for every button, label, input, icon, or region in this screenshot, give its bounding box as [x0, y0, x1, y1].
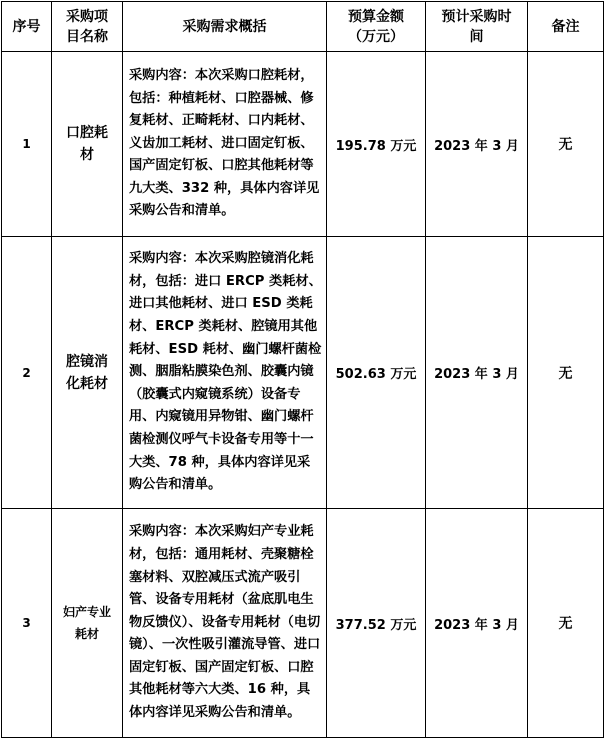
header-name: 采购项目名称: [52, 2, 123, 52]
header-budget: 预算金额（万元）: [327, 2, 426, 52]
row-note: 无: [528, 52, 604, 237]
row-budget: 195.78 万元: [327, 52, 426, 237]
row-index: 3: [2, 509, 52, 738]
row-time: 2023 年 3 月: [426, 52, 528, 237]
row-summary: 采购内容：本次采购妇产专业耗材，包括：通用耗材、壳聚糖栓塞材料、双腔减压式流产吸引管、设备专用耗材（盆底肌电生物反馈仪）、设备专用耗材（电切镜）、一次性吸引灌流导管、进口固定钉板、国产固定钉板、口腔其他耗材等六大类、16 种，具体内容详见采购公告和清单。: [123, 509, 327, 738]
row-name: 口腔耗材: [52, 52, 123, 237]
row-time: 2023 年 3 月: [426, 509, 528, 738]
row-name: 腔镜消化耗材: [52, 237, 123, 509]
row-name: 妇产专业耗材: [52, 509, 123, 738]
table-row: [2, 237, 604, 509]
row-summary: 采购内容：本次采购口腔耗材，包括：种植耗材、口腔器械、修复耗材、正畸耗材、口内耗材、义齿加工耗材、进口固定钉板、国产固定钉板、口腔其他耗材等九大类、332 种，具体内容详见采购公告和清单。: [123, 52, 327, 237]
header-index: 序号: [2, 2, 52, 52]
header-summary: 采购需求概括: [123, 2, 327, 52]
table-row: [2, 509, 604, 738]
row-budget: 377.52 万元: [327, 509, 426, 738]
row-index: 2: [2, 237, 52, 509]
row-summary: 采购内容：本次采购腔镜消化耗材，包括：进口 ERCP 类耗材、进口其他耗材、进口 ESD 类耗材、ERCP 类耗材、腔镜用其他耗材、ESD 耗材、幽门螺杆菌检测、胭脂粘膜染色剂、胶囊内镜（胶囊式内窥镜系统）设备专用、内窥镜用异物钳、幽门螺杆菌检测仪呼气卡设备专用等十一大类、78 种，具体内容详见采购公告和清单。: [123, 237, 327, 509]
header-note: 备注: [528, 2, 604, 52]
procurement-table: [1, 1, 604, 738]
row-note: 无: [528, 237, 604, 509]
table-row: [2, 52, 604, 237]
row-budget: 502.63 万元: [327, 237, 426, 509]
row-index: 1: [2, 52, 52, 237]
row-time: 2023 年 3 月: [426, 237, 528, 509]
row-note: 无: [528, 509, 604, 738]
table-header-row: [2, 2, 604, 52]
header-time: 预计采购时间: [426, 2, 528, 52]
